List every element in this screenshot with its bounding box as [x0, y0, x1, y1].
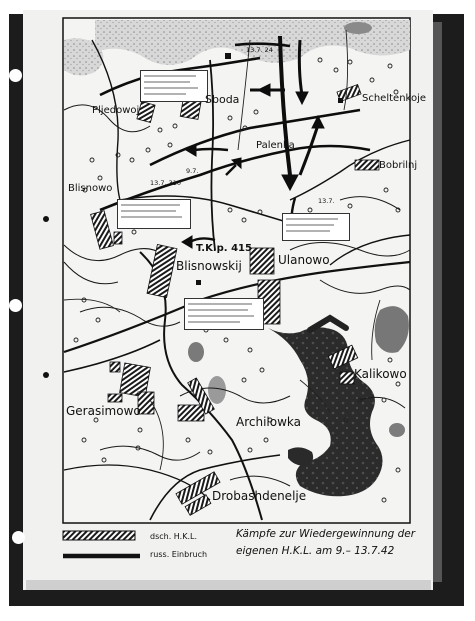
punch-hole	[9, 69, 22, 82]
date-mark: 13.7. 24	[246, 46, 273, 54]
grey-patch	[344, 22, 372, 34]
place-label-scheltenkoje: Scheltenkoje	[362, 93, 427, 104]
place-label-sboda: Sboda	[205, 93, 240, 106]
tank-unit-label: T.K.p. 415	[196, 243, 252, 254]
place-label-blisnowskij: Blisnowskij	[176, 259, 242, 273]
grey-patch	[389, 423, 405, 437]
legend-label-einbruch: russ. Einbruch	[150, 550, 208, 559]
grey-patch	[188, 342, 204, 362]
date-mark: 13.7.	[318, 197, 335, 205]
map-caption-line2: eigenen H.K.L. am 9.– 13.7.42	[236, 545, 395, 557]
place-label-drobashdenelje: Drobashdenelje	[212, 489, 307, 503]
punch-hole	[12, 531, 25, 544]
annotation-box	[140, 70, 208, 102]
place-label-ulanowo: Ulanowo	[278, 253, 330, 267]
legend-label-hkl: dsch. H.K.L.	[150, 532, 198, 541]
punch-hole	[9, 299, 22, 312]
place-label-bobrilnj: Bobrilnj	[379, 160, 418, 171]
date-mark: 9.7.	[186, 167, 199, 175]
binder-dot	[43, 216, 49, 222]
binder-dot	[43, 372, 49, 378]
place-label-gerasimowo: Gerasimowo	[66, 404, 141, 418]
place-label-palenka: Palenka	[256, 140, 295, 151]
annotation-box	[282, 213, 350, 241]
annotation-box	[184, 298, 264, 330]
annotation-box	[117, 199, 191, 229]
place-label-archilowka: Archilowka	[236, 415, 301, 429]
map-caption-line1: Kämpfe zur Wiedergewinnung der	[236, 528, 416, 540]
place-label-pljedowoj: Pljedowoj	[92, 105, 140, 116]
place-label-blisnowo: Blisnowo	[68, 183, 113, 194]
date-mark: 13.7. 310	[150, 179, 182, 187]
place-label-kalikowo: Kalikowo	[354, 367, 407, 381]
